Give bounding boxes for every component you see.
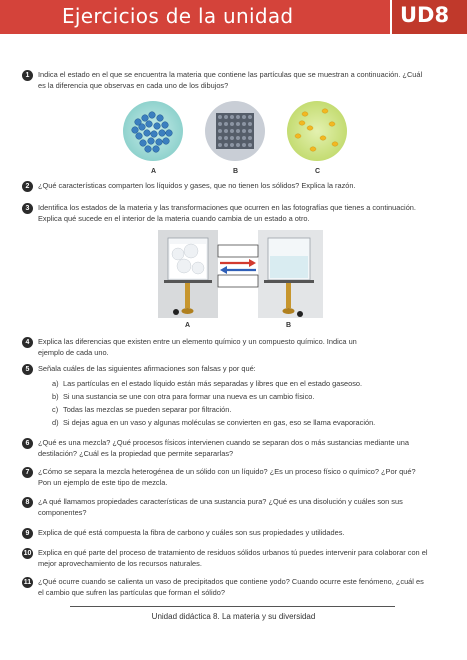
question-text: Indica el estado en el que se encuentra la materia que contiene las partículas que se muestran a continuación. ¿Cuál es la diferencia que observas en cada uno de los dibujos? xyxy=(38,70,423,90)
statement-b xyxy=(52,392,314,403)
statement-c xyxy=(52,405,231,416)
particles-figure xyxy=(120,98,350,178)
question-number: 5 xyxy=(22,364,33,375)
question-text: Señala cuáles de las siguientes afirmaciones son falsas y por qué: xyxy=(38,364,256,373)
question-10 xyxy=(23,548,428,569)
question-text: Identifica los estados de la materia y las transformaciones que ocurren en las fotografías que tienes a continuación. Explica qué sucede en el interior de la materia cuando cambia de un estado a otro. xyxy=(38,203,416,223)
answer-boxes xyxy=(218,245,258,287)
statement-text: Todas las mezclas se pueden separar por filtración. xyxy=(63,405,232,414)
statement-letter: c) xyxy=(52,405,59,414)
question-text: ¿Qué ocurre cuando se calienta un vaso de precipitados que contiene yodo? Cuando ocurre este fenómeno, ¿cuál es el cambio que sufren las partículas que forman el sólido? xyxy=(38,577,424,597)
question-number: 8 xyxy=(22,497,33,508)
figure1-label-c: C xyxy=(315,168,321,175)
question-number: 3 xyxy=(22,203,33,214)
question-number: 1 xyxy=(22,70,33,81)
page-footer: Unidad didáctica 8. La materia y su diversidad xyxy=(151,612,316,621)
question-1 xyxy=(25,70,428,91)
footer-divider xyxy=(70,606,395,607)
question-3 xyxy=(25,203,428,224)
question-number: 4 xyxy=(22,337,33,348)
statement-text: Las partículas en el estado líquido están más separadas y libres que en el estado gaseoso. xyxy=(63,379,363,388)
unit-label: UD8 xyxy=(400,3,450,27)
question-number: 6 xyxy=(22,438,33,449)
figure3-label-a: A xyxy=(185,322,191,329)
question-text: ¿Cómo se separa la mezcla heterogénea de un sólido con un líquido? ¿Es un proceso físico o químico? ¿Por qué? Pon un ejemplo de este tipo de mezcla. xyxy=(38,467,416,487)
question-9 xyxy=(25,528,428,539)
unit-badge xyxy=(390,0,467,34)
question-text: Explica en qué parte del proceso de tratamiento de residuos sólidos urbanos tú puedes intervenir para colaborar con el mejor aprovechamiento de los recursos naturales. xyxy=(38,548,428,568)
statement-text: Si dejas agua en un vaso y algunas moléculas se convierten en gas, eso se llama evaporación. xyxy=(63,418,376,427)
particles-solid-circle xyxy=(205,101,265,161)
question-number: 10 xyxy=(23,550,32,557)
question-number: 7 xyxy=(22,467,33,478)
question-8 xyxy=(25,497,428,518)
statement-a xyxy=(52,379,362,390)
figure1-label-a: A xyxy=(151,168,157,175)
question-number: 9 xyxy=(22,528,33,539)
question-5 xyxy=(25,364,428,375)
statement-letter: a) xyxy=(52,379,59,388)
statement-d xyxy=(52,418,375,429)
question-text: Explica las diferencias que existen entre un elemento químico y un compuesto químico. Indica un ejemplo de cada uno. xyxy=(38,337,357,357)
question-4 xyxy=(25,337,358,358)
question-text: Explica de qué está compuesta la fibra de carbono y cuáles son sus propiedades y utilidades. xyxy=(38,528,345,537)
figure3-label-b: B xyxy=(286,322,292,329)
statement-letter: b) xyxy=(52,392,59,401)
particles-liquid-circle xyxy=(123,101,183,161)
figure1-label-b: B xyxy=(233,168,239,175)
particles-gas-circle xyxy=(287,101,347,161)
statement-letter: d) xyxy=(52,418,59,427)
question-2 xyxy=(25,181,428,192)
transformation-arrows xyxy=(220,259,256,274)
question-text: ¿Qué características comparten los líquidos y gases, que no tienen los sólidos? Explica la razón. xyxy=(38,181,356,190)
question-text: ¿Qué es una mezcla? ¿Qué procesos físicos intervienen cuando se separan dos o más sustancias mediante una destilación? ¿Cuál es la propiedad que permite separarlas? xyxy=(38,438,409,458)
beakers-figure xyxy=(158,230,323,330)
statement-text: Si una sustancia se une con otra para formar una nueva es un cambio físico. xyxy=(63,392,315,401)
question-6 xyxy=(25,438,428,459)
question-11 xyxy=(23,577,428,598)
question-number: 2 xyxy=(22,181,33,192)
question-7 xyxy=(25,467,428,488)
page-header xyxy=(0,0,467,34)
question-text: ¿A qué llamamos propiedades características de una sustancia pura? ¿Qué es una disolución y cuáles son sus componentes? xyxy=(38,497,403,517)
question-number: 11 xyxy=(23,579,32,586)
page-title: Ejercicios de la unidad xyxy=(62,4,294,28)
